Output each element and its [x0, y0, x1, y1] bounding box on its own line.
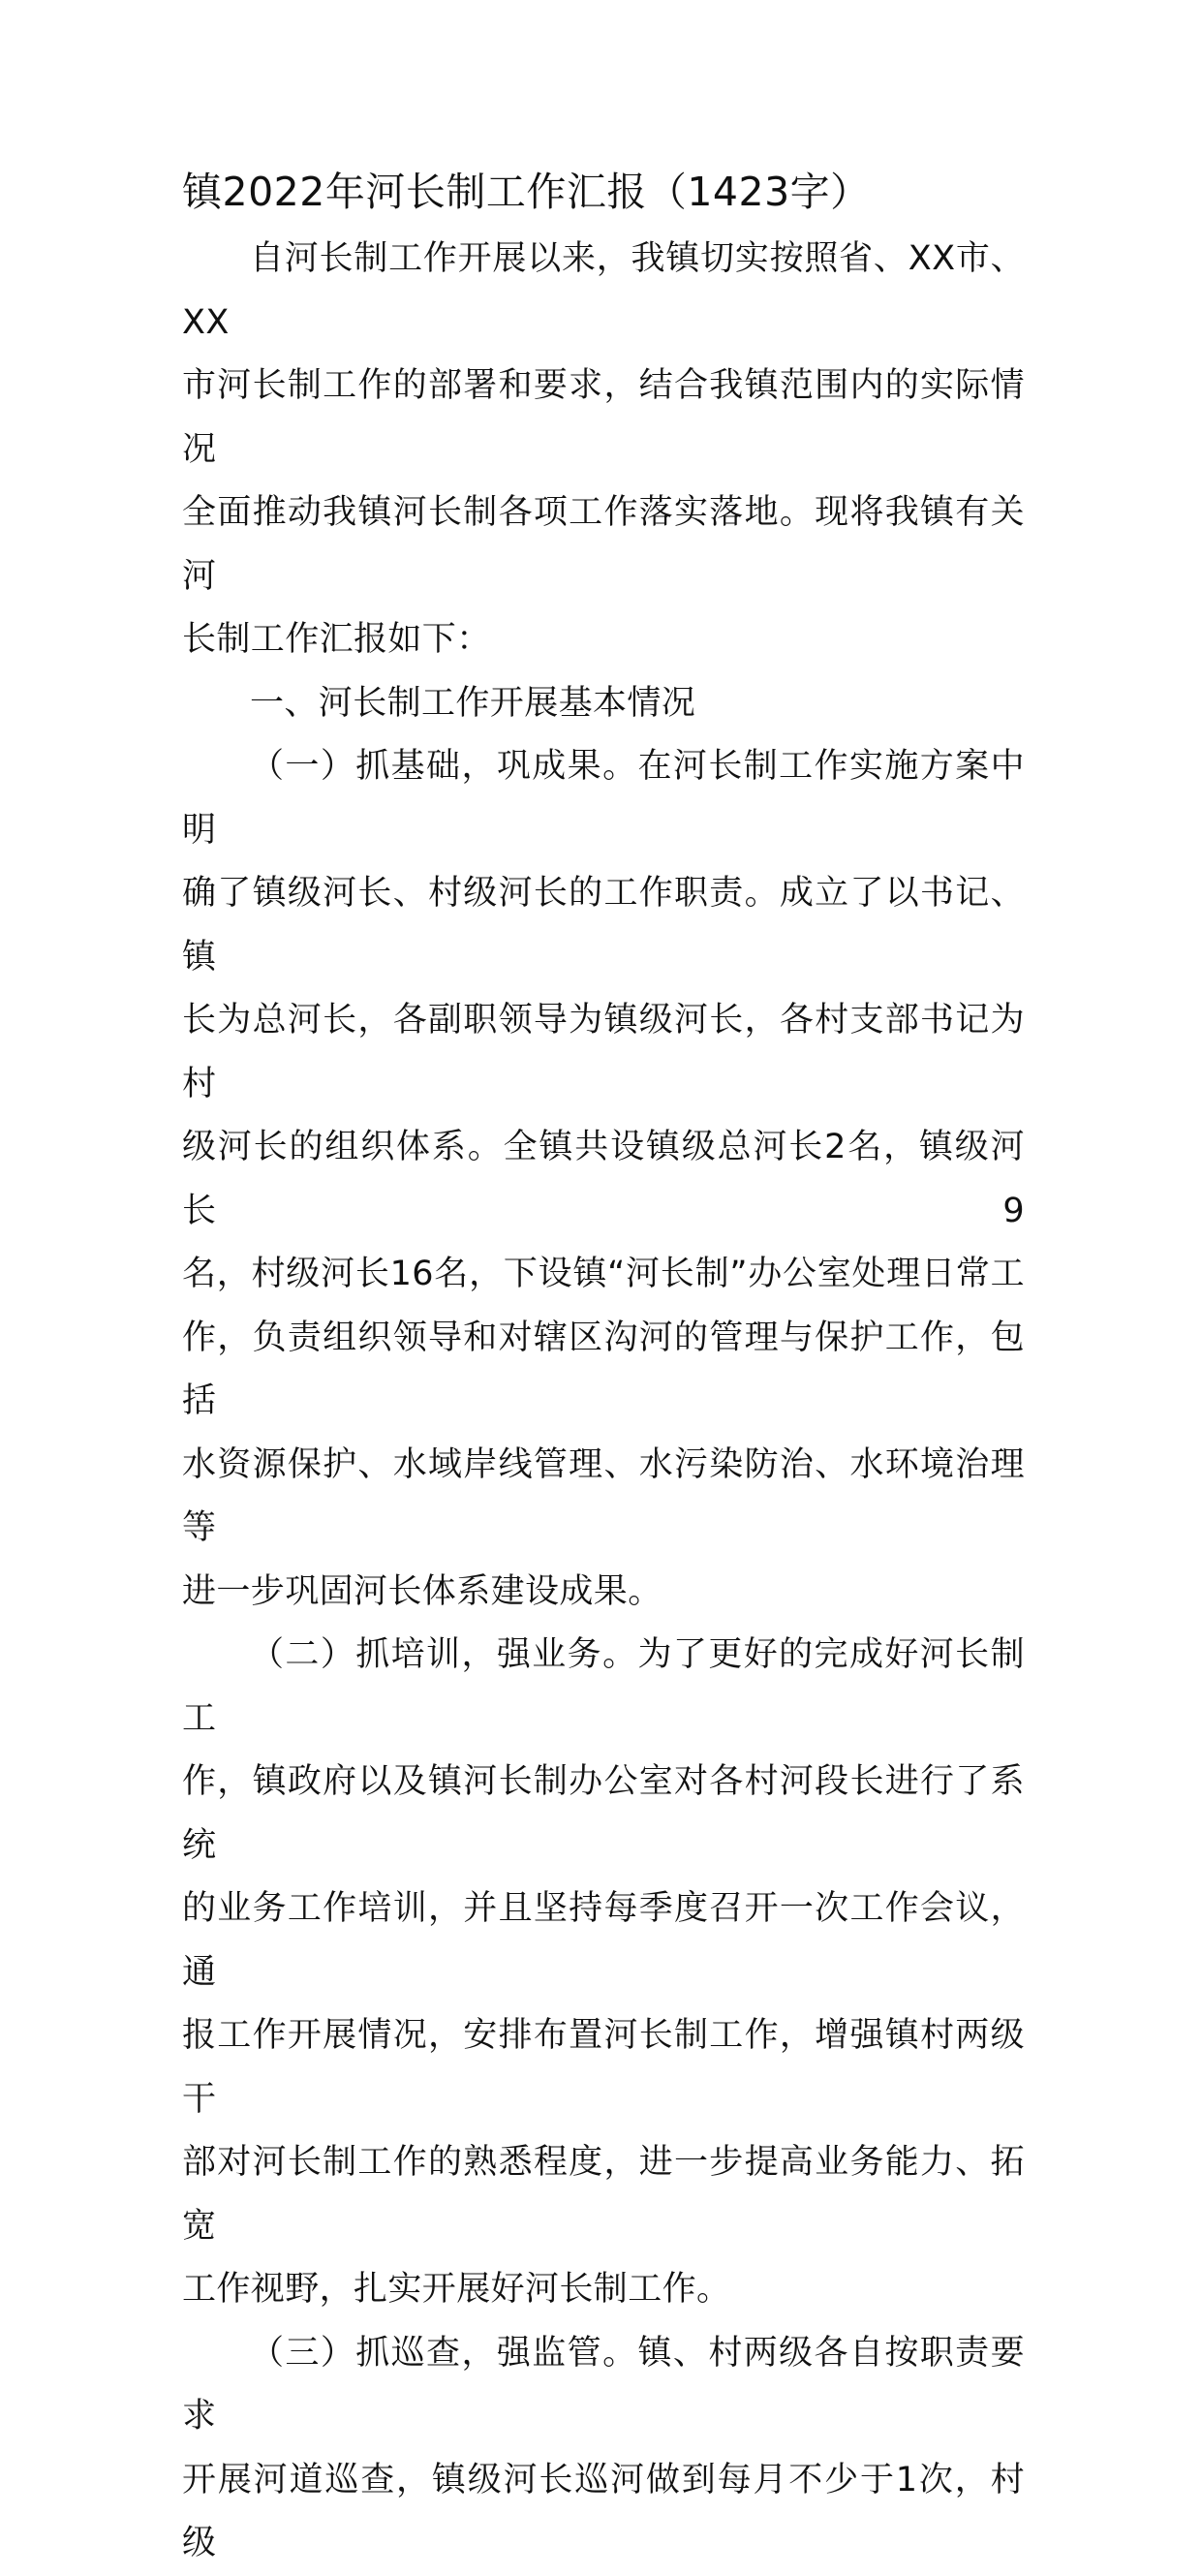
text-line: 水资源保护、水域岸线管理、水污染防治、水环境治理等 [182, 1444, 1025, 1547]
paragraph-item-1 [182, 735, 1025, 1624]
text-line: 作，负责组织领导和对辖区沟河的管理与保护工作，包括 [182, 1318, 1025, 1420]
text-line: （三）抓巡查，强监管。镇、村两级各自按职责要求 [182, 2333, 1025, 2436]
text-line: 工作视野，扎实开展好河长制工作。 [182, 2270, 731, 2309]
text-line: 开展河道巡查，镇级河长巡河做到每月不少于1次，村级 [182, 2460, 1025, 2562]
section-heading [182, 672, 1025, 736]
text-line: （二）抓培训，强业务。为了更好的完成好河长制工 [182, 1635, 1025, 1738]
text-line: 市河长制工作的部署和要求，结合我镇范围内的实际情况 [182, 366, 1025, 469]
text-line: 一、河长制工作开展基本情况 [250, 683, 696, 723]
text-line: 部对河长制工作的熟悉程度，进一步提高业务能力、拓宽 [182, 2143, 1025, 2246]
text-line: 确了镇级河长、村级河长的工作职责。成立了以书记、镇 [182, 874, 1025, 977]
text-line: （一）抓基础，巩成果。在河长制工作实施方案中明 [182, 747, 1025, 850]
text-line: 进一步巩固河长体系建设成果。 [182, 1571, 662, 1611]
document-body [182, 228, 1025, 2576]
text-line: 报工作开展情况，安排布置河长制工作，增强镇村两级干 [182, 2016, 1025, 2119]
text-line: 长制工作汇报如下： [182, 620, 491, 659]
text-line: 全面推动我镇河长制各项工作落实落地。现将我镇有关河 [182, 493, 1025, 596]
paragraph-intro [182, 228, 1025, 672]
text-line: 名，村级河长16名，下设镇“河长制”办公室处理日常工 [182, 1255, 1025, 1293]
paragraph-item-2 [182, 1624, 1025, 2322]
text-line: 的业务工作培训，并且坚持每季度召开一次工作会议，通 [182, 1889, 1025, 1992]
text-line: 长为总河长，各副职领导为镇级河长，各村支部书记为村 [182, 1001, 1025, 1103]
document-title: 镇2022年河长制工作汇报（1423字） [182, 169, 871, 215]
text-line: 级河长的组织体系。全镇共设镇级总河长2名，镇级河长9 [182, 1128, 1025, 1230]
text-line: 自河长制工作开展以来，我镇切实按照省、XX市、XX [182, 239, 1025, 342]
text-line: 作，镇政府以及镇河长制办公室对各村河段长进行了系统 [182, 1762, 1025, 1865]
paragraph-item-3 [182, 2322, 1025, 2576]
